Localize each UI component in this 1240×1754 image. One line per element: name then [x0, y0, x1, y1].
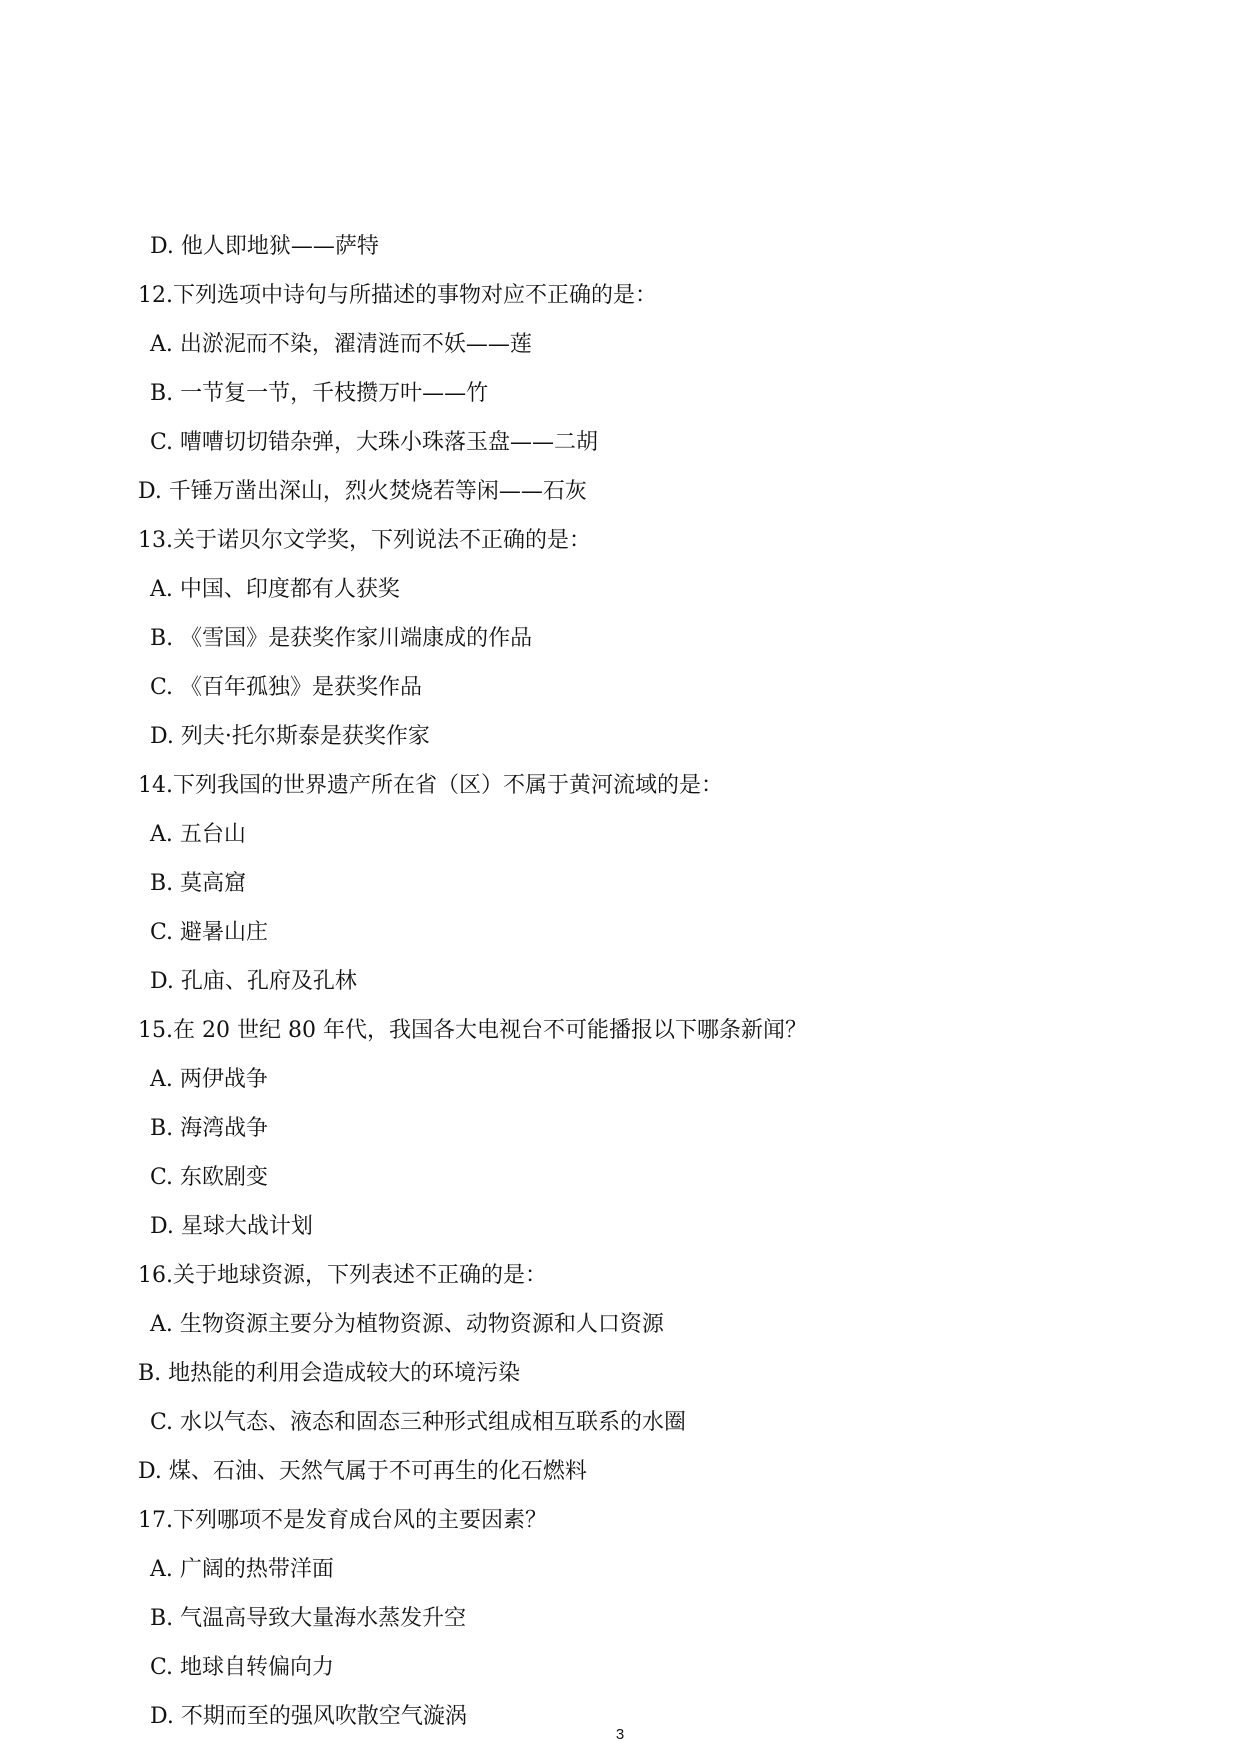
question-16: 16.关于地球资源，下列表述不正确的是： [138, 1263, 547, 1288]
question-12: 12.下列选项中诗句与所描述的事物对应不正确的是： [138, 283, 657, 308]
option-16-d: D. 煤、石油、天然气属于不可再生的化石燃料 [138, 1459, 587, 1484]
page-number: 3 [615, 1726, 625, 1743]
option-12-a: A. 出淤泥而不染，濯清涟而不妖——莲 [150, 332, 532, 357]
option-17-d: D. 不期而至的强风吹散空气漩涡 [150, 1704, 467, 1729]
option-11-d: D. 他人即地狱——萨特 [150, 234, 379, 259]
question-17: 17.下列哪项不是发育成台风的主要因素？ [138, 1508, 547, 1533]
option-16-c: C. 水以气态、液态和固态三种形式组成相互联系的水圈 [150, 1410, 687, 1435]
option-15-c: C. 东欧剧变 [150, 1165, 269, 1190]
option-15-a: A. 两伊战争 [150, 1067, 268, 1092]
option-14-d: D. 孔庙、孔府及孔林 [150, 969, 357, 994]
option-15-d: D. 星球大战计划 [150, 1214, 313, 1239]
question-15: 15.在 20 世纪 80 年代，我国各大电视台不可能播报以下哪条新闻？ [138, 1018, 807, 1043]
option-17-b: B. 气温高导致大量海水蒸发升空 [150, 1606, 467, 1631]
option-16-a: A. 生物资源主要分为植物资源、动物资源和人口资源 [150, 1312, 664, 1337]
option-14-c: C. 避暑山庄 [150, 920, 269, 945]
option-15-b: B. 海湾战争 [150, 1116, 269, 1141]
option-13-d: D. 列夫·托尔斯泰是获奖作家 [150, 724, 430, 749]
question-14: 14.下列我国的世界遗产所在省（区）不属于黄河流域的是： [138, 773, 723, 798]
option-14-a: A. 五台山 [150, 822, 246, 847]
option-12-b: B. 一节复一节，千枝攒万叶——竹 [150, 381, 489, 406]
option-12-d: D. 千锤万凿出深山，烈火焚烧若等闲——石灰 [138, 479, 587, 504]
option-17-a: A. 广阔的热带洋面 [150, 1557, 334, 1582]
option-13-a: A. 中国、印度都有人获奖 [150, 577, 400, 602]
option-12-c: C. 嘈嘈切切错杂弹，大珠小珠落玉盘——二胡 [150, 430, 599, 455]
option-14-b: B. 莫高窟 [150, 871, 247, 896]
option-16-b: B. 地热能的利用会造成较大的环境污染 [138, 1361, 521, 1386]
question-13: 13.关于诺贝尔文学奖，下列说法不正确的是： [138, 528, 591, 553]
option-17-c: C. 地球自转偏向力 [150, 1655, 335, 1680]
option-13-c: C. 《百年孤独》是获奖作品 [150, 675, 423, 700]
option-13-b: B. 《雪国》是获奖作家川端康成的作品 [150, 626, 533, 651]
